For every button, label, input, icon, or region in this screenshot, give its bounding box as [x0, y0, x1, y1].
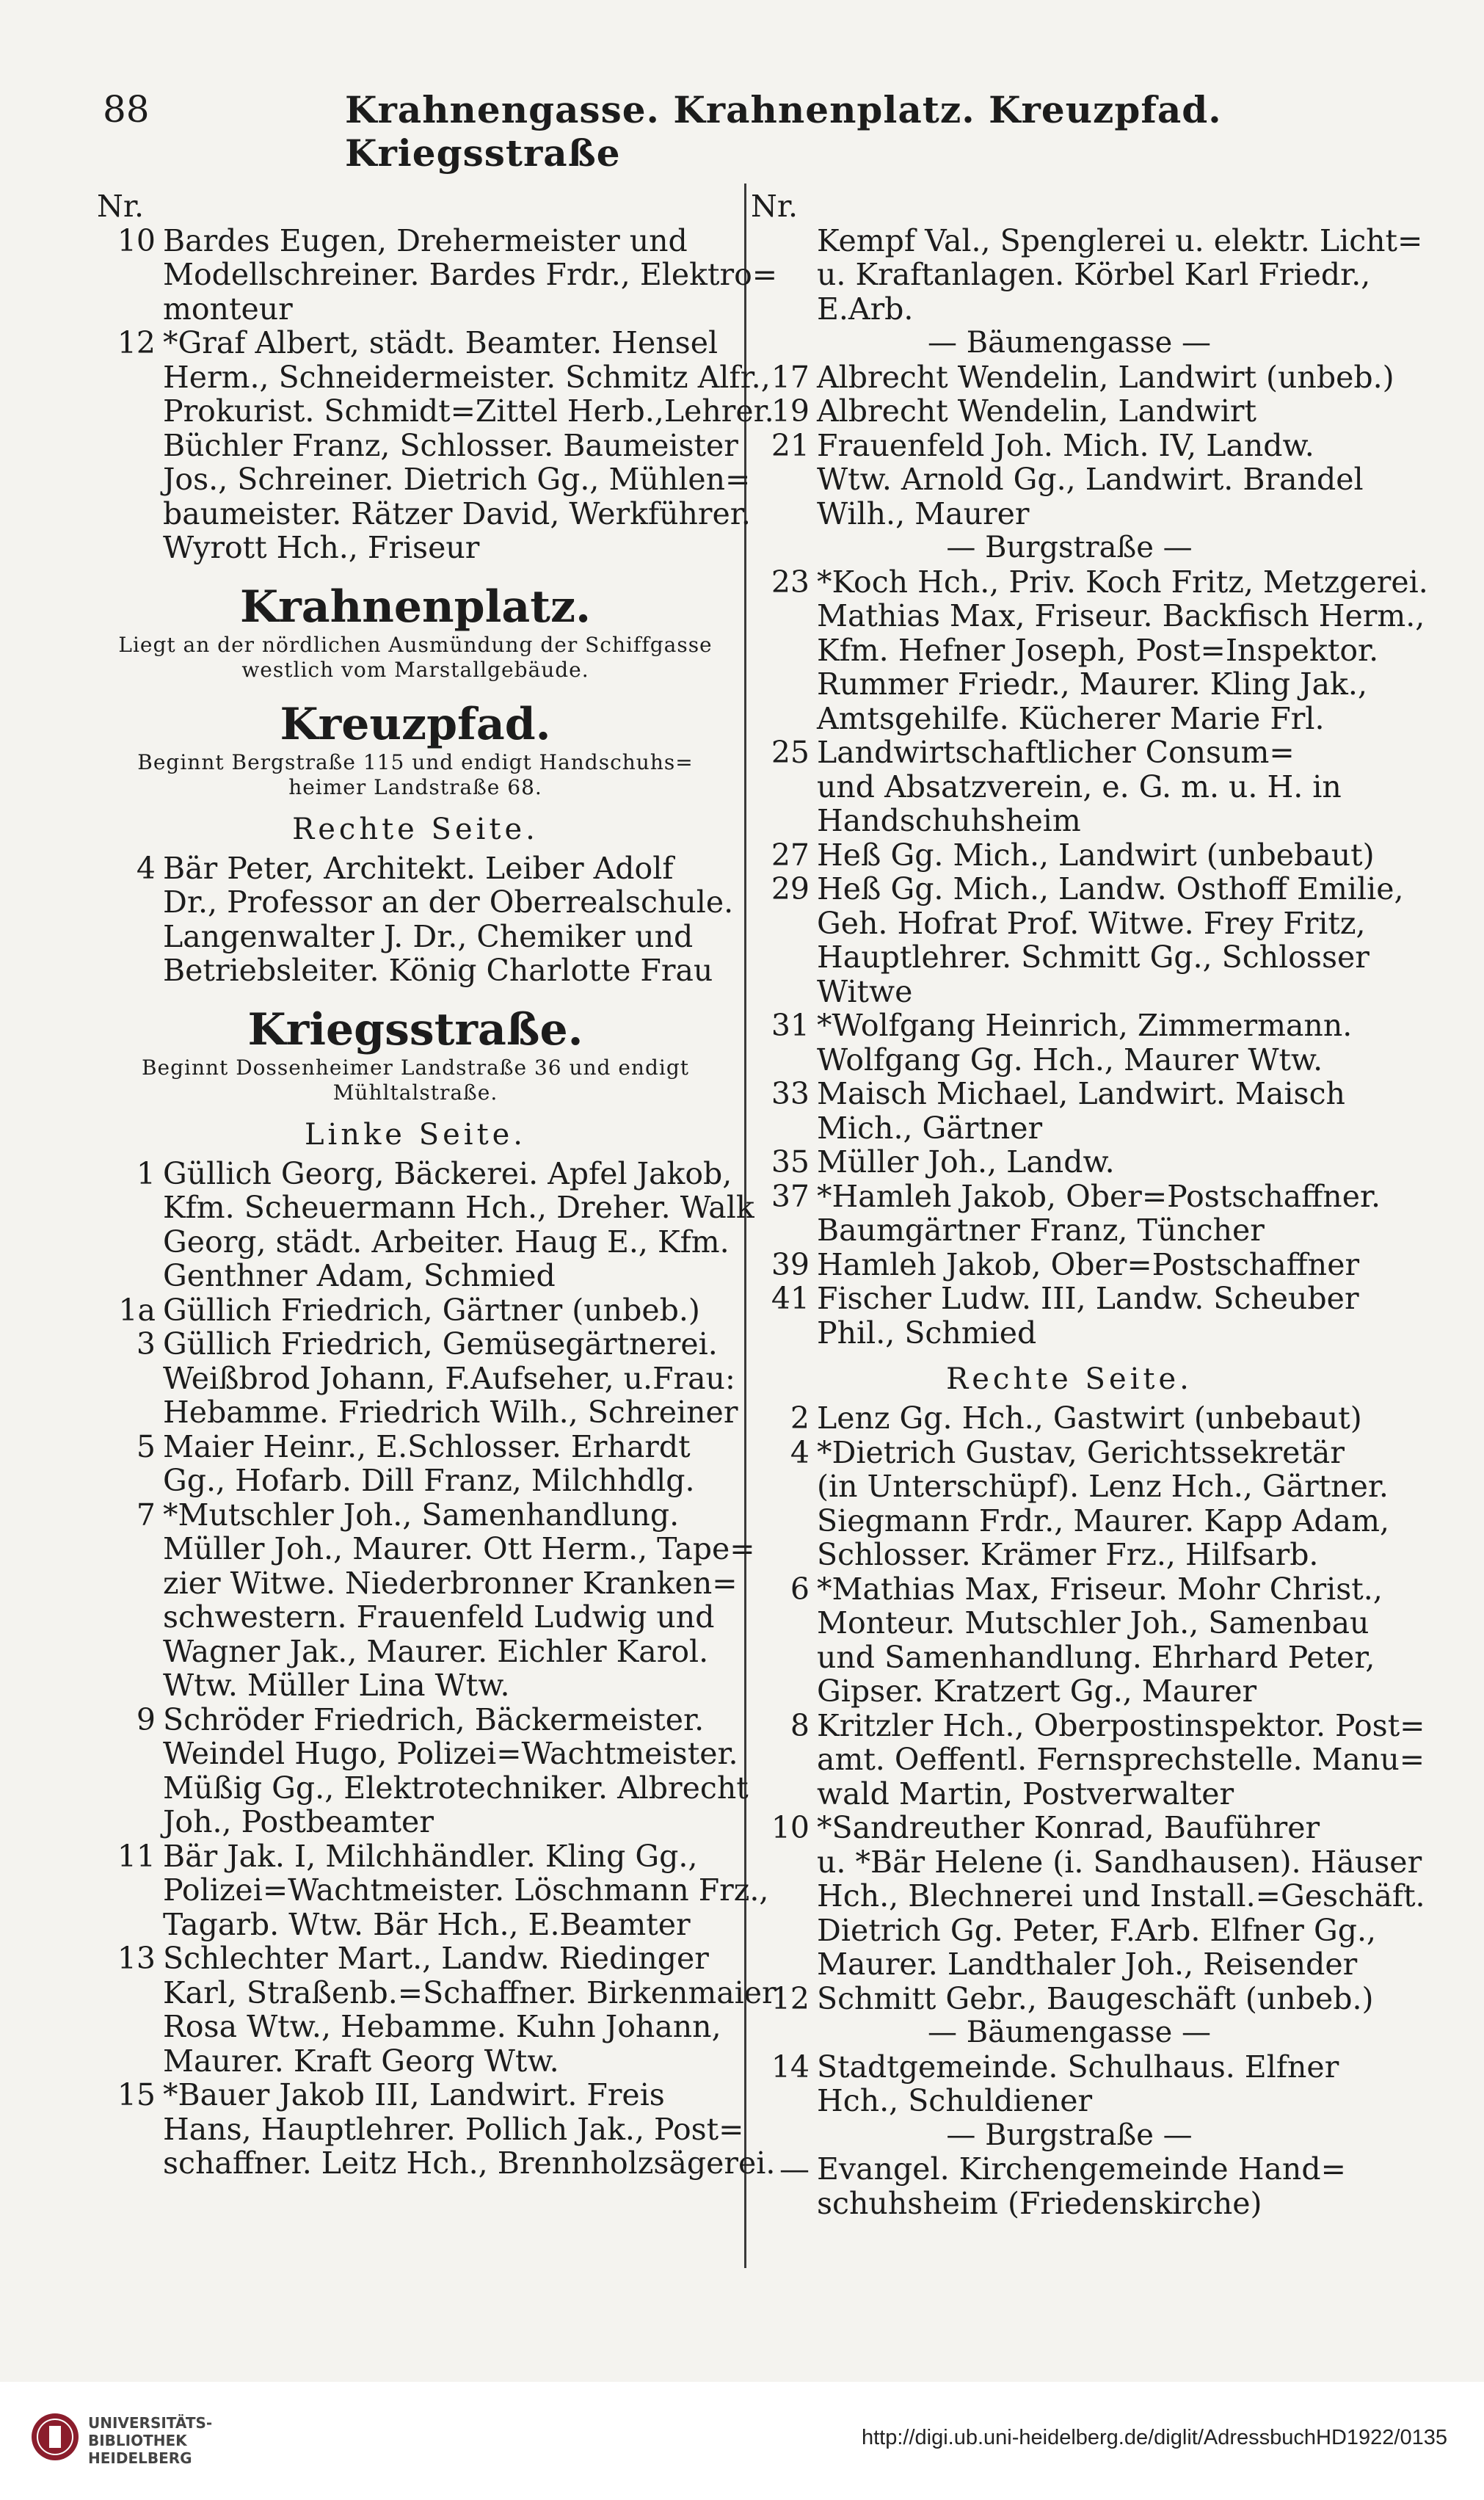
street-side-heading: Linke Seite. [304, 1117, 527, 1152]
house-number: 13 [117, 1941, 156, 1976]
entry-text: Witwe [817, 973, 913, 1009]
address-entry [751, 1982, 1388, 2016]
entry-line [97, 1872, 769, 1908]
entry-text: Amtsgehilfe. Kücherer Marie Frl. [817, 700, 1325, 736]
entry-text: Hch., Blechnerei und Install.=Geschäft. [817, 1878, 1425, 1914]
address-entry [751, 1077, 1388, 1145]
address-entry [97, 1293, 734, 1328]
entry-text: Georg, städt. Arbeiter. Haug E., Kfm. [163, 1224, 730, 1260]
entry-line [97, 462, 751, 497]
entry-text: schwestern. Frauenfeld Ludwig und [163, 1599, 715, 1635]
entry-line [751, 633, 1388, 668]
entry-line [97, 1635, 734, 1669]
house-number: 27 [771, 837, 810, 873]
address-entry [751, 359, 1394, 395]
entry-line [97, 1395, 738, 1430]
logo-line-2: BIBLIOTHEK [88, 2432, 187, 2449]
logo-line-3: HEIDELBERG [88, 2449, 192, 2467]
entry-text: Hans, Hauptlehrer. Pollich Jak., Post= [163, 2111, 744, 2147]
entry-line [751, 1213, 1388, 1248]
entry-text: Wtw. Arnold Gg., Landwirt. Brandel [817, 462, 1364, 497]
entry-text: Kfm. Hefner Joseph, Post=Inspektor. [817, 632, 1379, 668]
entry-line [97, 1600, 734, 1635]
entry-line [97, 2010, 734, 2044]
entry-line [751, 1606, 1388, 1640]
street-heading: Kriegsstraße. [247, 1003, 583, 1055]
entry-line [97, 1327, 734, 1362]
house-number: 1 [136, 1155, 156, 1191]
address-entry [751, 564, 1428, 736]
entry-text: Hebamme. Friedrich Wilh., Schreiner [163, 1395, 738, 1430]
entry-text: Müßig Gg., Elektrotechniker. Albrecht [163, 1770, 749, 1806]
entry-text: u. *Bär Helene (i. Sandhausen). Häuser [817, 1844, 1422, 1880]
entry-line [751, 2187, 1388, 2221]
address-entry [751, 394, 1388, 429]
entry-text: Bardes Eugen, Drehermeister und [163, 222, 688, 258]
entry-text: Baumgärtner Franz, Tüncher [817, 1213, 1265, 1248]
entry-text: Güllich Georg, Bäckerei. Apfel Jakob, [163, 1155, 732, 1191]
entry-text: Gipser. Kratzert Gg., Maurer [817, 1674, 1257, 1709]
street-side-heading: Rechte Seite. [946, 1362, 1193, 1396]
entry-line [97, 1908, 734, 1942]
entry-text: Bär Peter, Architekt. Leiber Adolf [163, 850, 674, 886]
house-number: 31 [771, 1008, 810, 1043]
entry-line [97, 257, 778, 292]
address-entry [97, 1326, 738, 1430]
entry-text: Weindel Hugo, Polizei=Wachtmeister. [163, 1736, 738, 1771]
address-entry [751, 1248, 1388, 1282]
cross-street-marker: — Burgstraße — [946, 531, 1193, 564]
entry-line [751, 871, 1404, 906]
entry-text: schaffner. Leitz Hch., Brennholzsägerei. [163, 2145, 776, 2181]
left-column [97, 189, 778, 2181]
house-number: 10 [771, 1810, 810, 1845]
entry-text: Wolfgang Gg. Hch., Maurer Wtw. [817, 1042, 1323, 1078]
entry-text: *Mutschler Joh., Samenhandlung. [163, 1497, 680, 1533]
entry-text: zier Witwe. Niederbronner Kranken= [163, 1565, 738, 1601]
entry-text: Hauptlehrer. Schmitt Gg., Schlosser [817, 940, 1370, 975]
entry-line [751, 1316, 1388, 1351]
entry-text: Maisch Michael, Landwirt. Maisch [817, 1076, 1345, 1111]
entry-line [97, 1974, 776, 2010]
street-description: Beginnt Bergstraße 115 und endigt Handschuhs= [137, 749, 694, 774]
cross-street-marker: — Burgstraße — [946, 2118, 1193, 2152]
entry-text: Güllich Friedrich, Gemüsegärtnerei. [163, 1326, 718, 1362]
street-description: Beginnt Dossenheimer Landstraße 36 und endigt [141, 1055, 690, 1080]
entry-text: Rosa Wtw., Hebamme. Kuhn Johann, [163, 2009, 721, 2044]
address-entry [751, 838, 1388, 873]
right-column [751, 189, 1428, 2221]
entry-text: u. Kraftanlagen. Körbel Karl Friedr., [817, 257, 1371, 292]
entry-text: Karl, Straßenb.=Schaffner. Birkenmaier [163, 1974, 776, 2010]
running-title: Krahnengasse. Krahnenplatz. Kreuzpfad. Kriegsstraße [345, 88, 1222, 175]
entry-line [751, 1145, 1388, 1180]
entry-text: Wilh., Maurer [817, 495, 1030, 531]
entry-text: und Samenhandlung. Ehrhard Peter, [817, 1639, 1375, 1675]
entry-line [97, 393, 774, 429]
entry-text: schuhsheim (Friedenskirche) [817, 2185, 1262, 2221]
address-entry [751, 1401, 1388, 1436]
entry-text: *Hamleh Jakob, Ober=Postschaffner. [817, 1178, 1381, 1214]
entry-line [751, 838, 1388, 873]
address-entry [97, 325, 774, 565]
house-number: 2 [790, 1400, 810, 1436]
footer-bar [0, 2382, 1484, 2500]
street-description: Mühltalstraße. [332, 1080, 498, 1105]
house-number: 12 [117, 325, 156, 360]
entry-line [97, 953, 734, 988]
entry-line [751, 1469, 1388, 1504]
entry-text: Albrecht Wendelin, Landwirt [817, 393, 1256, 429]
entry-text: Weißbrod Johann, F.Aufseher, u.Frau: [163, 1360, 735, 1396]
house-number: 23 [771, 564, 810, 600]
cross-street-marker: — Bäumengasse — [928, 2016, 1211, 2049]
entry-text: Betriebsleiter. König Charlotte Frau [163, 953, 713, 988]
house-number: 5 [136, 1428, 156, 1464]
entry-line [751, 258, 1388, 292]
entry-text: Landwirtschaftlicher Consum= [817, 735, 1295, 770]
entry-line [97, 920, 734, 954]
house-number: 37 [771, 1178, 810, 1214]
entry-line [97, 2111, 744, 2147]
entry-line [751, 1111, 1388, 1146]
entry-text: Genthner Adam, Schmied [163, 1258, 556, 1293]
address-entry [751, 1572, 1388, 1709]
university-seal-icon [29, 2411, 81, 2463]
entry-line [97, 1362, 734, 1396]
entry-line [751, 394, 1388, 429]
house-number: 41 [771, 1281, 810, 1316]
entry-text: wald Martin, Postverwalter [817, 1776, 1234, 1812]
entry-text: Kritzler Hch., Oberpostinspektor. Post= [817, 1707, 1425, 1743]
entry-text: Schröder Friedrich, Bäckermeister. [163, 1701, 705, 1737]
entry-line [97, 2145, 776, 2181]
entry-text: Schlechter Mart., Landw. Riedinger [163, 1941, 709, 1976]
entry-line [97, 2078, 734, 2112]
entry-line [751, 1947, 1388, 1982]
entry-line [97, 1259, 734, 1293]
address-entry [751, 1145, 1388, 1180]
entry-line [751, 804, 1388, 838]
house-number: 39 [771, 1246, 810, 1282]
house-number: 3 [136, 1326, 156, 1362]
entry-line [751, 1742, 1425, 1777]
entry-text: Maier Heinr., E.Schlosser. Erhardt [163, 1428, 691, 1464]
house-number: 8 [790, 1707, 810, 1743]
entry-line [751, 1180, 1388, 1214]
entry-text: Langenwalter J. Dr., Chemiker und [163, 918, 694, 954]
entry-text: Kempf Val., Spenglerei u. elektr. Licht= [817, 222, 1423, 258]
entry-text: (in Unterschüpf). Lenz Hch., Gärtner. [817, 1469, 1389, 1504]
entry-line [751, 429, 1388, 463]
house-number: 1a [118, 1292, 156, 1328]
address-entry [751, 1180, 1388, 1248]
entry-text: und Absatzverein, e. G. m. u. H. in [817, 768, 1342, 804]
entry-text: Fischer Ludw. III, Landw. Scheuber [817, 1281, 1359, 1316]
address-entry [751, 1282, 1388, 1350]
address-entry [97, 1838, 769, 1942]
entry-text: Bär Jak. I, Milchhändler. Kling Gg., [163, 1838, 698, 1874]
address-entry [97, 2077, 776, 2181]
entry-line [751, 1043, 1388, 1078]
entry-text: E.Arb. [817, 291, 914, 327]
entry-line [751, 1504, 1388, 1538]
entry-line [97, 1805, 734, 1839]
entry-line [751, 1914, 1388, 1948]
entry-line [97, 885, 734, 920]
entry-line [751, 940, 1388, 975]
address-entry [97, 222, 778, 327]
entry-line [751, 564, 1428, 600]
cross-street-marker: — Bäumengasse — [928, 326, 1211, 360]
entry-line [97, 1498, 734, 1533]
entry-line [97, 1565, 738, 1601]
entry-text: Jos., Schreiner. Dietrich Gg., Mühlen= [163, 462, 751, 497]
entry-line [97, 1464, 734, 1498]
house-number: 4 [136, 850, 156, 886]
entry-line [751, 2084, 1388, 2118]
entry-text: *Mathias Max, Friseur. Mohr Christ., [817, 1571, 1383, 1607]
house-number: — [779, 2151, 810, 2187]
entry-text: amt. Oeffentl. Fernsprechstelle. Manu= [817, 1742, 1425, 1777]
entry-text: *Graf Albert, städt. Beamter. Hensel [163, 325, 719, 360]
address-entry [751, 735, 1388, 838]
address-entry [97, 1430, 734, 1498]
house-number: 17 [771, 359, 810, 395]
entry-text: Modellschreiner. Bardes Frdr., Elektro= [163, 257, 778, 292]
entry-line [97, 1225, 734, 1260]
column-header-nr: Nr. [751, 189, 799, 224]
entry-text: Dr., Professor an der Oberrealschule. [163, 884, 734, 920]
entry-line [751, 1248, 1388, 1282]
entry-text: Siegmann Frdr., Maurer. Kapp Adam, [817, 1502, 1390, 1538]
entry-text: Heß Gg. Mich., Landw. Osthoff Emilie, [817, 871, 1404, 906]
entry-line [751, 497, 1388, 531]
entry-line [751, 770, 1388, 804]
entry-line [751, 1844, 1422, 1880]
entry-line [97, 495, 751, 531]
entry-line [97, 1430, 734, 1464]
street-description: Liegt an der nördlichen Ausmündung der Schiffgasse [118, 632, 713, 657]
entry-line [97, 1839, 734, 1874]
address-entry [97, 1155, 754, 1293]
entry-line [97, 1157, 734, 1191]
entry-line [751, 2152, 1388, 2187]
entry-text: Handschuhsheim [817, 803, 1081, 838]
house-number: 6 [790, 1571, 810, 1607]
entry-text: Monteur. Mutschler Joh., Samenbau [817, 1605, 1370, 1640]
entry-line [751, 462, 1388, 497]
entry-text: Müller Joh., Landw. [817, 1144, 1115, 1180]
address-entry [751, 1009, 1388, 1077]
street-heading: Krahnenplatz. [240, 581, 591, 633]
entry-line [97, 1531, 755, 1566]
entry-text: Schmitt Gebr., Baugeschäft (unbeb.) [817, 1980, 1374, 2016]
house-number: 21 [771, 427, 810, 463]
entry-line [751, 1436, 1388, 1470]
entry-line [97, 1703, 734, 1737]
house-number: 25 [771, 735, 810, 770]
entry-line [97, 2044, 734, 2079]
logo-line-1: UNIVERSITÄTS- [88, 2414, 213, 2432]
entry-text: *Bauer Jakob III, Landwirt. Freis [163, 2077, 665, 2112]
entry-line [751, 702, 1388, 736]
house-number: 7 [136, 1497, 156, 1533]
entry-text: Mathias Max, Friseur. Backfisch Herm., [817, 598, 1425, 633]
house-number: 19 [771, 393, 810, 429]
entry-text: *Koch Hch., Priv. Koch Fritz, Metzgerei. [817, 564, 1428, 600]
entry-line [97, 359, 771, 395]
entry-text: Tagarb. Wtw. Bär Hch., E.Beamter [163, 1906, 691, 1942]
entry-line [751, 1538, 1388, 1572]
entry-line [751, 667, 1388, 702]
column-header-nr: Nr. [97, 189, 145, 224]
entry-line [751, 735, 1388, 770]
entry-text: Maurer. Kraft Georg Wtw. [163, 2043, 559, 2079]
entry-text: Hch., Schuldiener [817, 2083, 1093, 2118]
entry-text: Heß Gg. Mich., Landwirt (unbebaut) [817, 837, 1375, 873]
address-entry [97, 1497, 755, 1703]
page-number: 88 [103, 88, 150, 131]
entry-text: *Dietrich Gustav, Gerichtssekretär [817, 1434, 1345, 1470]
entry-text: Prokurist. Schmidt=Zittel Herb.,Lehrer. [163, 393, 774, 429]
entry-text: Büchler Franz, Schlosser. Baumeister [163, 427, 738, 463]
entry-text: Wyrott Hch., Friseur [163, 530, 480, 565]
entry-line [97, 531, 734, 565]
address-entry [751, 222, 1423, 327]
house-number: 29 [771, 871, 810, 906]
house-number: 12 [771, 1980, 810, 2016]
house-number: 10 [117, 222, 156, 258]
entry-text: Frauenfeld Joh. Mich. IV, Landw. [817, 427, 1314, 463]
entry-line [751, 1401, 1388, 1436]
address-entry [751, 1810, 1425, 1982]
street-side-heading: Rechte Seite. [292, 812, 539, 846]
entry-text: Gg., Hofarb. Dill Franz, Milchhdlg. [163, 1463, 695, 1498]
address-entry [751, 429, 1388, 531]
entry-line [751, 292, 1388, 327]
address-entry [97, 851, 734, 988]
entry-line [97, 427, 738, 463]
entry-text: Herm., Schneidermeister. Schmitz Alfr., [163, 359, 771, 395]
house-number: 33 [771, 1076, 810, 1111]
entry-line [751, 222, 1423, 258]
entry-text: monteur [163, 291, 293, 327]
entry-line [751, 1572, 1388, 1607]
house-number: 15 [117, 2077, 156, 2112]
house-number: 14 [771, 2049, 810, 2085]
entry-text: Maurer. Landthaler Joh., Reisender [817, 1947, 1358, 1982]
entry-line [751, 1640, 1388, 1675]
street-heading: Kreuzpfad. [280, 698, 551, 750]
entry-text: Mich., Gärtner [817, 1110, 1043, 1146]
entry-line [751, 1674, 1388, 1709]
entry-line [97, 1190, 754, 1225]
entry-text: Phil., Schmied [817, 1315, 1037, 1351]
entry-text: Geh. Hofrat Prof. Witwe. Frey Fritz, [817, 905, 1366, 941]
address-entry [751, 1436, 1388, 1572]
entry-text: *Wolfgang Heinrich, Zimmermann. [817, 1008, 1353, 1043]
entry-line [751, 1878, 1425, 1914]
address-entry [97, 1701, 749, 1839]
entry-text: Joh., Postbeamter [163, 1804, 434, 1839]
entry-text: *Sandreuther Konrad, Bauführer [817, 1810, 1320, 1845]
entry-line [97, 224, 734, 258]
entry-line [751, 975, 1388, 1009]
entry-line [97, 1770, 749, 1806]
entry-text: baumeister. Rätzer David, Werkführer. [163, 495, 751, 531]
entry-text: Hamleh Jakob, Ober=Postschaffner [817, 1246, 1360, 1282]
source-url-link[interactable]: http://digi.ub.uni-heidelberg.de/diglit/AdressbuchHD1922/0135 [861, 2426, 1447, 2449]
house-number: 9 [136, 1701, 156, 1737]
entry-line [751, 359, 1394, 395]
entry-text: Dietrich Gg. Peter, F.Arb. Elfner Gg., [817, 1912, 1377, 1948]
entry-line [97, 1668, 734, 1703]
address-entry [97, 1941, 776, 2079]
entry-line [97, 292, 734, 327]
street-description: heimer Landstraße 68. [288, 774, 542, 799]
entry-line [751, 906, 1388, 941]
entry-line [751, 1707, 1425, 1743]
entry-line [751, 1282, 1388, 1316]
entry-text: Wtw. Müller Lina Wtw. [163, 1668, 510, 1703]
entry-line [97, 1736, 738, 1771]
house-number: 35 [771, 1144, 810, 1180]
entry-text: Rummer Friedr., Maurer. Kling Jak., [817, 666, 1367, 702]
entry-text: Wagner Jak., Maurer. Eichler Karol. [163, 1633, 709, 1669]
entry-text: Evangel. Kirchengemeinde Hand= [817, 2151, 1346, 2187]
address-entry [751, 2152, 1388, 2220]
entry-line [97, 1941, 734, 1976]
entry-text: Kfm. Scheuermann Hch., Dreher. Walk [163, 1190, 754, 1225]
entry-text: Güllich Friedrich, Gärtner (unbeb.) [163, 1292, 700, 1328]
entry-line [751, 1009, 1388, 1043]
entry-line [97, 851, 734, 886]
entry-text: Schlosser. Krämer Frz., Hilfsarb. [817, 1537, 1319, 1572]
address-entry [751, 2050, 1388, 2118]
entry-line [751, 1982, 1388, 2016]
address-entry [751, 871, 1404, 1009]
house-number: 4 [790, 1434, 810, 1470]
entry-line [751, 2050, 1388, 2085]
entry-text: Lenz Gg. Hch., Gastwirt (unbebaut) [817, 1400, 1362, 1436]
entry-text: Polizei=Wachtmeister. Löschmann Frz., [163, 1872, 769, 1908]
entry-text: Müller Joh., Maurer. Ott Herm., Tape= [163, 1531, 755, 1566]
entry-line [751, 598, 1425, 633]
address-entry [751, 1707, 1425, 1812]
entry-line [751, 1077, 1388, 1111]
entry-text: Stadtgemeinde. Schulhaus. Elfner [817, 2049, 1339, 2085]
entry-text: Albrecht Wendelin, Landwirt (unbeb.) [817, 359, 1394, 395]
entry-line [97, 1293, 734, 1328]
house-number: 11 [117, 1838, 156, 1874]
entry-line [751, 1811, 1388, 1845]
street-description: westlich vom Marstallgebäude. [241, 657, 589, 682]
entry-line [97, 326, 734, 360]
entry-line [751, 1777, 1388, 1812]
